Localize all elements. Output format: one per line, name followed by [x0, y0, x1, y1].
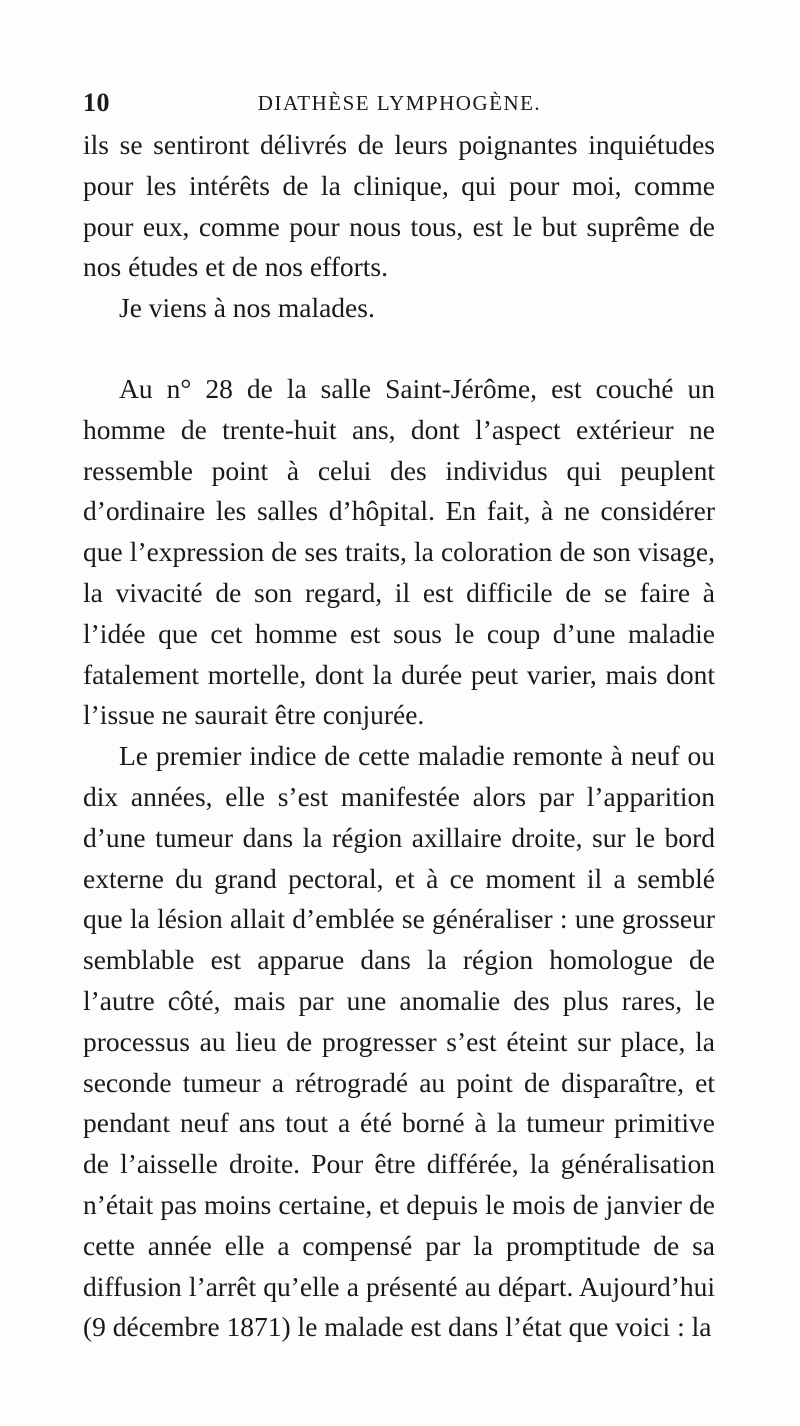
paragraph-continuation: ils se sentiront délivrés de leurs poignantes inquiétudes pour les intérêts de la clinique, qui pour moi, comme pour eux, comme pour nous tous, est le but suprême de nos études et de nos efforts.	[83, 129, 715, 283]
running-title: DIATHÈSE LYMPHOGÈNE.	[257, 91, 542, 115]
body-text	[83, 125, 715, 1348]
paragraph: Je viens à nos malades.	[119, 292, 375, 324]
running-header	[83, 88, 716, 118]
paragraph: Au n° 28 de la salle Saint-Jérôme, est couché un homme de trente-huit ans, dont l’aspect extérieur ne ressemble point à celui des individus qui peuplent d’ordinaire les salles d’hôpital. En fait, à ne considérer que l’expression de ses traits, la coloration de son visage, la vivacité de son regard, il est difficile de se faire à l’idée que cet homme est sous le coup d’une maladie fatalement mortelle, dont la durée peut varier, mais dont l’issue ne saurait être conjurée.	[83, 372, 715, 731]
paragraph: Le premier indice de cette maladie remonte à neuf ou dix années, elle s’est manifestée alors par l’apparition d’une tumeur dans la région axillaire droite, sur le bord externe du grand pectoral, et à ce moment il a semblé que la lésion allait d’emblée se généraliser : une grosseur semblable est apparue dans la région homologue de l’autre côté, mais par une anomalie des plus rares, le processus au lieu de progresser s’est éteint sur place, la seconde tumeur a rétrogradé au point de disparaître, et pendant neuf ans tout a été borné à la tumeur primitive de l’aisselle droite. Pour être différée, la généralisation n’était pas moins certaine, et depuis le mois de janvier de cette année elle a compensé par la promptitude de sa diffusion l’arrêt qu’elle a présenté au départ. Aujourd’hui (9 décembre 1871) le malade est dans l’état que voici : la	[83, 740, 715, 1343]
page-number: 10	[83, 88, 110, 117]
